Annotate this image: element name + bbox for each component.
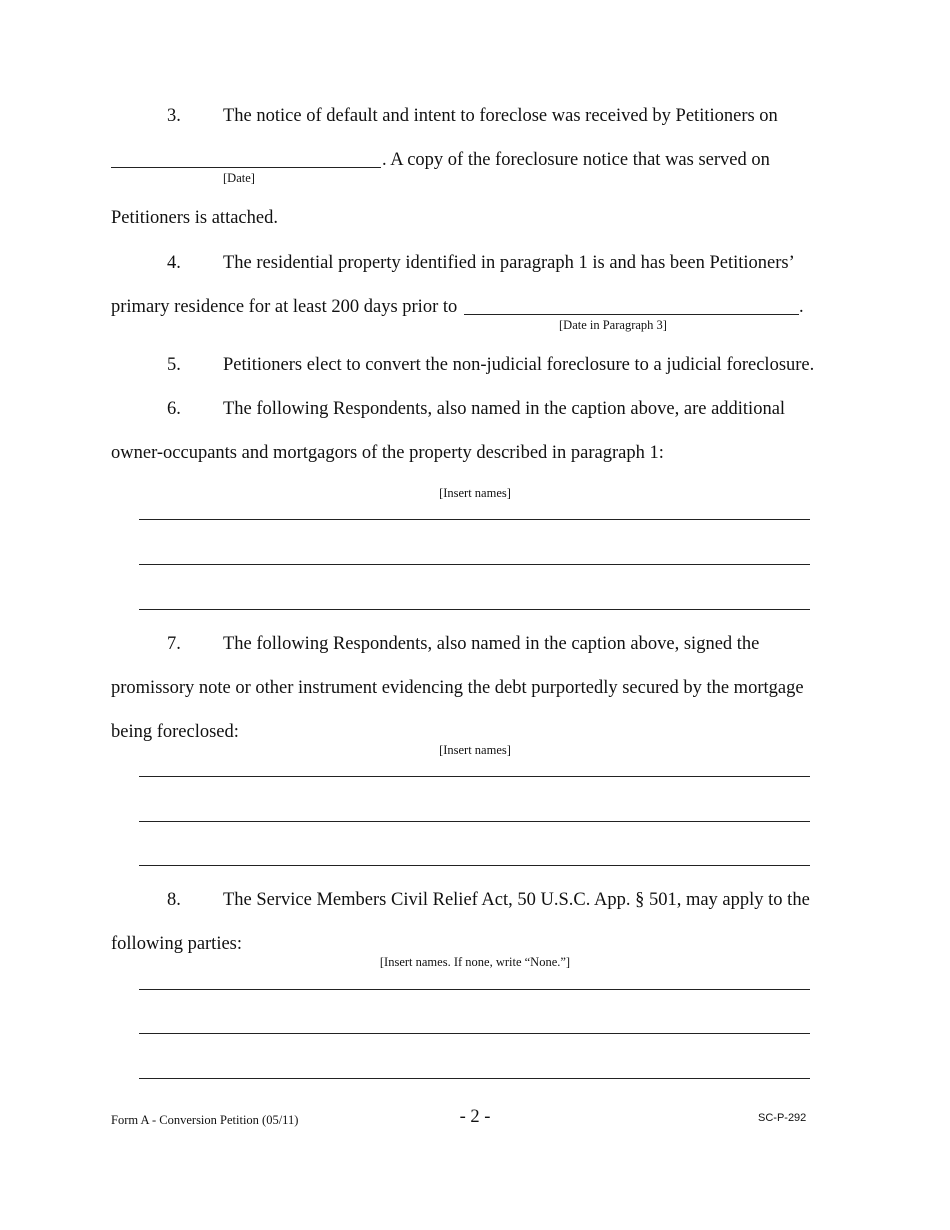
name-blank-line[interactable]: [139, 609, 810, 610]
name-blank-line[interactable]: [139, 776, 810, 777]
paragraph-4-line-1: The residential property identified in paragraph 1 is and has been Petitioners’: [223, 253, 795, 273]
name-blank-line[interactable]: [139, 821, 810, 822]
paragraph-4-number: 4.: [167, 253, 181, 273]
paragraph-8-line-2: following parties:: [111, 934, 243, 954]
paragraph-4-line-2: primary residence for at least 200 days prior to: [111, 297, 458, 317]
paragraph-7-line-3: being foreclosed:: [111, 722, 239, 742]
date-in-paragraph-3-label: [Date in Paragraph 3]: [559, 318, 667, 332]
paragraph-7-line-1: The following Respondents, also named in the caption above, signed the: [223, 634, 760, 654]
insert-names-none-label: [Insert names. If none, write “None.”]: [379, 955, 571, 969]
paragraph-6-number: 6.: [167, 399, 181, 419]
paragraph-3-line-3: Petitioners is attached.: [111, 208, 278, 228]
name-blank-line[interactable]: [139, 1033, 810, 1034]
footer-form-title: Form A - Conversion Petition (05/11): [111, 1113, 299, 1127]
paragraph-8-number: 8.: [167, 890, 181, 910]
paragraph-6-line-1: The following Respondents, also named in the caption above, are additional: [223, 399, 786, 419]
paragraph-6-line-2: owner-occupants and mortgagors of the property described in paragraph 1:: [111, 443, 664, 463]
insert-names-label: [Insert names]: [439, 743, 511, 757]
paragraph-8-line-1: The Service Members Civil Relief Act, 50 U.S.C. App. § 501, may apply to the: [223, 890, 810, 910]
paragraph-7-number: 7.: [167, 634, 181, 654]
page-number: - 2 -: [459, 1107, 491, 1127]
name-blank-line[interactable]: [139, 989, 810, 990]
date-label: [Date]: [223, 171, 255, 185]
name-blank-line[interactable]: [139, 564, 810, 565]
form-code: SC-P-292: [758, 1112, 807, 1124]
paragraph-3-line-1: The notice of default and intent to foreclose was received by Petitioners on: [223, 106, 778, 126]
insert-names-label: [Insert names]: [439, 486, 511, 500]
paragraph-3-line-2: . A copy of the foreclosure notice that was served on: [382, 150, 770, 170]
paragraph-7-line-2: promissory note or other instrument evidencing the debt purportedly secured by the mortgage: [111, 678, 804, 698]
paragraph-3-number: 3.: [167, 106, 181, 126]
date-blank-line[interactable]: [111, 167, 381, 168]
paragraph-5-number: 5.: [167, 355, 181, 375]
date-blank-line[interactable]: [464, 314, 799, 315]
name-blank-line[interactable]: [139, 865, 810, 866]
paragraph-5-line-1: Petitioners elect to convert the non-judicial foreclosure to a judicial foreclosure.: [223, 355, 815, 375]
paragraph-4-period: .: [799, 297, 804, 317]
name-blank-line[interactable]: [139, 1078, 810, 1079]
name-blank-line[interactable]: [139, 519, 810, 520]
